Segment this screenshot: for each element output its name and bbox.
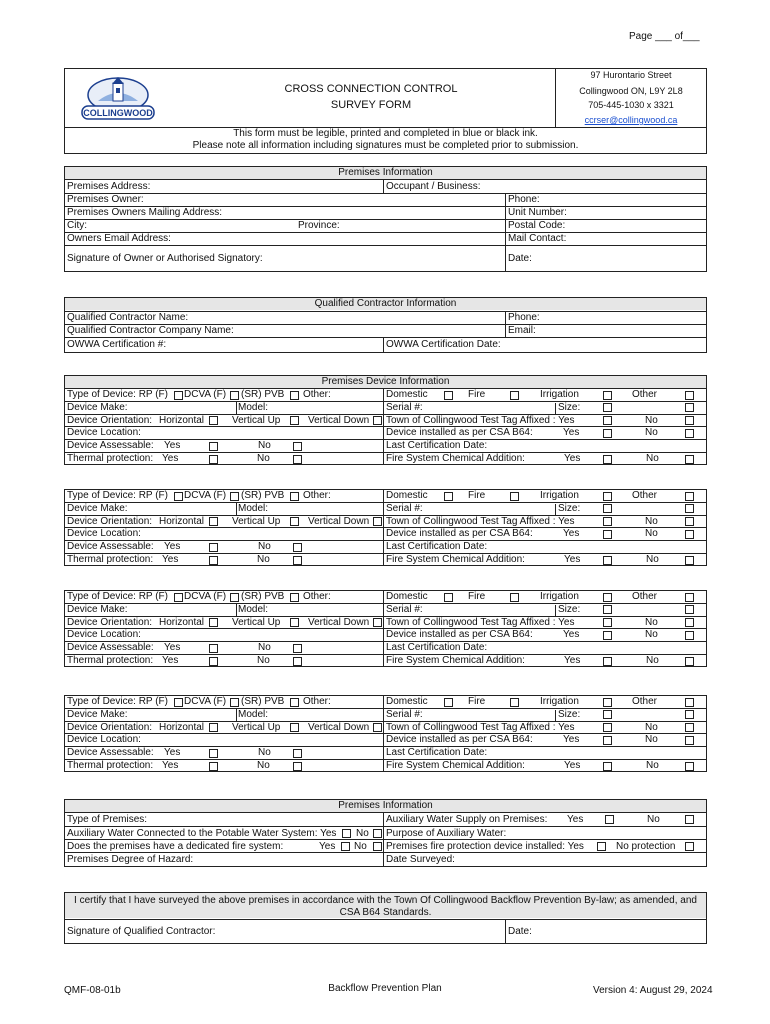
device4-irrigation-checkbox[interactable] — [603, 698, 612, 707]
fire-device-label: Premises fire protection device installed: Yes — [386, 841, 584, 852]
device1-thermal-yes-label: Yes — [162, 453, 179, 464]
device2-vertical-up-checkbox[interactable] — [290, 517, 299, 526]
device1-orientation-label: Device Orientation: — [67, 414, 153, 426]
device2-chemical-label: Fire System Chemical Addition: — [386, 554, 525, 565]
device2-chemical-no-label: No — [646, 554, 659, 565]
aux-supply-yes-label: Yes — [567, 814, 584, 825]
device3-thermal-yes-checkbox[interactable] — [209, 657, 218, 666]
device4-csa-yes-label: Yes — [563, 734, 580, 746]
device4-csa-no-checkbox[interactable] — [685, 736, 694, 745]
device1-vertical-down-checkbox[interactable] — [373, 416, 382, 425]
device3-type-label: Type of Device: RP (F) — [67, 591, 168, 602]
device4-size-extra-checkbox[interactable] — [685, 710, 694, 719]
aux-purpose-field[interactable]: Purpose of Auxiliary Water: — [386, 828, 507, 839]
fire-device-yes-checkbox[interactable] — [597, 842, 606, 851]
owner-signature-date-field[interactable]: Date: — [508, 253, 532, 264]
device4-vertical-down-label: Vertical Down — [308, 721, 370, 733]
device1-csa-label: Device installed as per CSA B64: — [386, 427, 533, 439]
device2-horizontal-label: Horizontal — [159, 515, 205, 527]
device2-assessable-no-checkbox[interactable] — [293, 543, 302, 552]
device4-csa-label: Device installed as per CSA B64: — [386, 734, 533, 746]
device1-thermal-label: Thermal protection: — [67, 453, 154, 464]
device1-assessable-yes-checkbox[interactable] — [209, 442, 218, 451]
device2-test-tag-label: Town of Collingwood Test Tag Affixed : Yes — [386, 515, 575, 527]
device3-serial-field[interactable]: Serial #: — [386, 603, 423, 615]
notice-line1: This form must be legible, printed and completed in blue or black ink. — [233, 128, 538, 139]
device4-irrigation-label: Irrigation — [540, 696, 579, 707]
device2-vertical-down-label: Vertical Down — [308, 515, 370, 527]
device4-vertical-up-checkbox[interactable] — [290, 723, 299, 732]
device3-csa-label: Device installed as per CSA B64: — [386, 629, 533, 641]
form-code: QMF-08-01b — [64, 985, 121, 996]
aux-connected-yes-checkbox[interactable] — [342, 829, 351, 838]
device2-thermal-yes-checkbox[interactable] — [209, 556, 218, 565]
device1-dcva-label: DCVA (F) — [184, 389, 227, 400]
device4-test-tag-no-checkbox[interactable] — [685, 723, 694, 732]
device3-assessable-label: Device Assessable: — [67, 642, 154, 654]
province-field[interactable]: Province: — [298, 220, 340, 231]
mail-contact-field[interactable]: Mail Contact: — [508, 233, 567, 244]
notice-line2: Please note all information including signatures must be completed prior to submission. — [192, 140, 579, 151]
device1-assessable-yes-label: Yes — [164, 440, 181, 452]
device3-spvb-label: (SR) PVB — [241, 591, 285, 602]
owner-signature-field[interactable]: Signature of Owner or Authorised Signatory: — [67, 253, 263, 264]
device1-rp-checkbox[interactable] — [174, 391, 183, 400]
postal-code-field[interactable]: Postal Code: — [508, 220, 566, 231]
premises-info-title: Premises Information — [338, 167, 433, 178]
fire-system-no-checkbox[interactable] — [373, 842, 382, 851]
premises-info2-title: Premises Information — [338, 800, 433, 811]
no-protection-label: No protection — [616, 841, 676, 852]
device3-assessable-no-checkbox[interactable] — [293, 644, 302, 653]
device2-other-use-label: Other — [632, 490, 658, 501]
device4-vertical-up-label: Vertical Up — [232, 721, 281, 733]
device2-other-type-field[interactable]: Other: — [303, 490, 331, 501]
device2-chemical-no-checkbox[interactable] — [685, 556, 694, 565]
device1-chemical-label: Fire System Chemical Addition: — [386, 453, 525, 464]
device1-size-extra-checkbox[interactable] — [685, 403, 694, 412]
device1-model-field[interactable]: Model: — [238, 401, 269, 413]
device4-size-field[interactable]: Size: — [558, 708, 581, 720]
device3-vertical-up-checkbox[interactable] — [290, 618, 299, 627]
device3-horizontal-checkbox[interactable] — [209, 618, 218, 627]
device4-assessable-no-label: No — [258, 747, 271, 759]
certify-line2: CSA B64 Standards. — [339, 907, 432, 918]
device1-csa-yes-checkbox[interactable] — [603, 429, 612, 438]
device2-fire-label: Fire — [468, 490, 486, 501]
device4-fire-checkbox[interactable] — [510, 698, 519, 707]
device2-vertical-up-label: Vertical Up — [232, 515, 281, 527]
device1-last-cert-date-field[interactable]: Last Certification Date: — [386, 440, 488, 452]
device1-make-field[interactable]: Device Make: — [67, 401, 128, 413]
device2-assessable-yes-checkbox[interactable] — [209, 543, 218, 552]
device2-type-label: Type of Device: RP (F) — [67, 490, 168, 501]
device4-horizontal-checkbox[interactable] — [209, 723, 218, 732]
device3-thermal-yes-label: Yes — [162, 655, 179, 666]
collingwood-logo — [78, 75, 158, 123]
device4-thermal-label: Thermal protection: — [67, 760, 154, 771]
device4-serial-field[interactable]: Serial #: — [386, 708, 423, 720]
device3-horizontal-label: Horizontal — [159, 616, 205, 628]
device1-test-tag-yes-checkbox[interactable] — [603, 416, 612, 425]
contractor-name-field[interactable]: Qualified Contractor Name: — [67, 312, 189, 323]
device2-spvb-label: (SR) PVB — [241, 490, 285, 501]
date-surveyed-field[interactable]: Date Surveyed: — [386, 854, 455, 865]
device2-assessable-no-label: No — [258, 541, 271, 553]
device2-vertical-down-checkbox[interactable] — [373, 517, 382, 526]
device4-other-type-field[interactable]: Other: — [303, 696, 331, 707]
device4-thermal-no-checkbox[interactable] — [293, 762, 302, 771]
device2-domestic-label: Domestic — [386, 490, 428, 501]
device3-assessable-yes-checkbox[interactable] — [209, 644, 218, 653]
device3-fire-checkbox[interactable] — [510, 593, 519, 602]
logo-text: COLLINGWOOD — [83, 108, 153, 118]
device1-domestic-label: Domestic — [386, 389, 428, 400]
device4-thermal-no-label: No — [257, 760, 270, 771]
premises-type-field[interactable]: Type of Premises: — [67, 814, 148, 825]
device1-test-tag-label: Town of Collingwood Test Tag Affixed : Yes — [386, 414, 575, 426]
device1-other-use-label: Other — [632, 389, 658, 400]
device3-model-field[interactable]: Model: — [238, 603, 269, 615]
device3-csa-no-checkbox[interactable] — [685, 631, 694, 640]
contact-email-link[interactable]: ccrser@collingwood.ca — [584, 115, 678, 125]
device1-test-tag-no-checkbox[interactable] — [685, 416, 694, 425]
device3-irrigation-checkbox[interactable] — [603, 593, 612, 602]
device2-spvb-checkbox[interactable] — [290, 492, 299, 501]
device3-size-extra-checkbox[interactable] — [685, 605, 694, 614]
device3-thermal-label: Thermal protection: — [67, 655, 154, 666]
device3-spvb-checkbox[interactable] — [290, 593, 299, 602]
contractor-phone-field[interactable]: Phone: — [508, 312, 540, 323]
device1-assessable-no-label: No — [258, 440, 271, 452]
address-line2: Collingwood ON, L9Y 2L8 — [579, 86, 683, 96]
device2-dcva-label: DCVA (F) — [184, 490, 227, 501]
device4-horizontal-label: Horizontal — [159, 721, 205, 733]
device2-csa-no-checkbox[interactable] — [685, 530, 694, 539]
device4-chemical-yes-label: Yes — [564, 760, 581, 771]
fire-system-yes-label: Yes — [319, 841, 336, 852]
device2-serial-field[interactable]: Serial #: — [386, 502, 423, 514]
hazard-degree-field[interactable]: Premises Degree of Hazard: — [67, 854, 194, 865]
owwa-cert-field[interactable]: OWWA Certification #: — [67, 339, 167, 350]
aux-connected-label: Auxiliary Water Connected to the Potable Water System: Yes — [67, 828, 337, 839]
aux-supply-label: Auxiliary Water Supply on Premises: — [386, 814, 548, 825]
device3-chemical-yes-checkbox[interactable] — [603, 657, 612, 666]
device3-thermal-no-label: No — [257, 655, 270, 666]
device2-size-field[interactable]: Size: — [558, 502, 581, 514]
device2-test-tag-yes-checkbox[interactable] — [603, 517, 612, 526]
device3-make-field[interactable]: Device Make: — [67, 603, 128, 615]
device3-test-tag-no-checkbox[interactable] — [685, 618, 694, 627]
device3-location-field[interactable]: Device Location: — [67, 629, 141, 641]
aux-supply-no-checkbox[interactable] — [685, 815, 694, 824]
device1-other-type-field[interactable]: Other: — [303, 389, 331, 400]
device3-dcva-label: DCVA (F) — [184, 591, 227, 602]
device2-test-tag-no-label: No — [645, 515, 658, 527]
aux-connected-no-label: No — [356, 828, 369, 839]
device1-irrigation-checkbox[interactable] — [603, 391, 612, 400]
device4-assessable-yes-label: Yes — [164, 747, 181, 759]
version-info: Version 4: August 29, 2024 — [593, 985, 713, 996]
fire-system-label: Does the premises have a dedicated fire system: — [67, 841, 284, 852]
contractor-signature-date-field[interactable]: Date: — [508, 926, 532, 937]
device2-horizontal-checkbox[interactable] — [209, 517, 218, 526]
device1-csa-no-label: No — [645, 427, 658, 439]
device4-test-tag-yes-checkbox[interactable] — [603, 723, 612, 732]
device2-orientation-label: Device Orientation: — [67, 515, 153, 527]
footer-title: Backflow Prevention Plan — [328, 983, 442, 994]
device2-csa-yes-label: Yes — [563, 528, 580, 540]
contact-phone: 705-445-1030 x 3321 — [588, 100, 674, 110]
device1-location-field[interactable]: Device Location: — [67, 427, 141, 439]
device4-chemical-no-label: No — [646, 760, 659, 771]
device2-csa-no-label: No — [645, 528, 658, 540]
device1-test-tag-no-label: No — [645, 414, 658, 426]
device2-last-cert-date-field[interactable]: Last Certification Date: — [386, 541, 488, 553]
device4-test-tag-label: Town of Collingwood Test Tag Affixed : Yes — [386, 721, 575, 733]
device2-csa-label: Device installed as per CSA B64: — [386, 528, 533, 540]
device4-thermal-yes-checkbox[interactable] — [209, 762, 218, 771]
device3-chemical-yes-label: Yes — [564, 655, 581, 666]
device1-size-checkbox[interactable] — [603, 403, 612, 412]
device2-other-use-checkbox[interactable] — [685, 492, 694, 501]
device2-size-checkbox[interactable] — [603, 504, 612, 513]
device2-csa-yes-checkbox[interactable] — [603, 530, 612, 539]
device1-fire-label: Fire — [468, 389, 486, 400]
device1-vertical-up-checkbox[interactable] — [290, 416, 299, 425]
device4-assessable-no-checkbox[interactable] — [293, 749, 302, 758]
device4-dcva-checkbox[interactable] — [230, 698, 239, 707]
device2-thermal-yes-label: Yes — [162, 554, 179, 565]
unit-number-field[interactable]: Unit Number: — [508, 207, 567, 218]
device4-chemical-label: Fire System Chemical Addition: — [386, 760, 525, 771]
contractor-email-field[interactable]: Email: — [508, 325, 536, 336]
device3-assessable-no-label: No — [258, 642, 271, 654]
device1-horizontal-label: Horizontal — [159, 414, 205, 426]
fire-system-no-label: No — [354, 841, 367, 852]
device2-thermal-no-checkbox[interactable] — [293, 556, 302, 565]
device3-other-use-label: Other — [632, 591, 658, 602]
premises-owner-field[interactable]: Premises Owner: — [67, 194, 144, 205]
device2-make-field[interactable]: Device Make: — [67, 502, 128, 514]
device1-thermal-no-checkbox[interactable] — [293, 455, 302, 464]
device3-csa-no-label: No — [645, 629, 658, 641]
device2-dcva-checkbox[interactable] — [230, 492, 239, 501]
device4-domestic-label: Domestic — [386, 696, 428, 707]
contractor-company-field[interactable]: Qualified Contractor Company Name: — [67, 325, 234, 336]
device3-domestic-label: Domestic — [386, 591, 428, 602]
contractor-info-title: Qualified Contractor Information — [314, 298, 457, 309]
device3-chemical-no-label: No — [646, 655, 659, 666]
device1-domestic-checkbox[interactable] — [444, 391, 453, 400]
fire-system-yes-checkbox[interactable] — [341, 842, 350, 851]
device1-assessable-no-checkbox[interactable] — [293, 442, 302, 451]
device3-assessable-yes-label: Yes — [164, 642, 181, 654]
device3-csa-yes-label: Yes — [563, 629, 580, 641]
device4-spvb-label: (SR) PVB — [241, 696, 285, 707]
city-field[interactable]: City: — [67, 220, 87, 231]
device1-vertical-up-label: Vertical Up — [232, 414, 281, 426]
device2-assessable-label: Device Assessable: — [67, 541, 154, 553]
device3-fire-label: Fire — [468, 591, 486, 602]
device3-chemical-no-checkbox[interactable] — [685, 657, 694, 666]
premises-address-field[interactable]: Premises Address: — [67, 181, 151, 192]
device3-other-type-field[interactable]: Other: — [303, 591, 331, 602]
device1-spvb-checkbox[interactable] — [290, 391, 299, 400]
certify-line1: I certify that I have surveyed the above premises in accordance with the Town Of Collingwood Backflow Prevention By-law; as amended, and — [74, 895, 697, 906]
device2-location-field[interactable]: Device Location: — [67, 528, 141, 540]
device1-size-field[interactable]: Size: — [558, 401, 581, 413]
device3-test-tag-no-label: No — [645, 616, 658, 628]
device3-chemical-label: Fire System Chemical Addition: — [386, 655, 525, 666]
device1-csa-yes-label: Yes — [563, 427, 580, 439]
device3-csa-yes-checkbox[interactable] — [603, 631, 612, 640]
device3-rp-checkbox[interactable] — [174, 593, 183, 602]
device3-vertical-down-checkbox[interactable] — [373, 618, 382, 627]
device4-assessable-label: Device Assessable: — [67, 747, 154, 759]
device1-chemical-yes-label: Yes — [564, 453, 581, 464]
device3-vertical-up-label: Vertical Up — [232, 616, 281, 628]
device4-vertical-down-checkbox[interactable] — [373, 723, 382, 732]
device4-orientation-label: Device Orientation: — [67, 721, 153, 733]
device1-spvb-label: (SR) PVB — [241, 389, 285, 400]
address-line1: 97 Hurontario Street — [590, 70, 672, 80]
device4-thermal-yes-label: Yes — [162, 760, 179, 771]
owner-email-field[interactable]: Owners Email Address: — [67, 233, 171, 244]
device1-type-label: Type of Device: RP (F) — [67, 389, 168, 400]
device3-test-tag-yes-checkbox[interactable] — [603, 618, 612, 627]
device4-spvb-checkbox[interactable] — [290, 698, 299, 707]
device3-vertical-down-label: Vertical Down — [308, 616, 370, 628]
owner-phone-field[interactable]: Phone: — [508, 194, 540, 205]
aux-supply-yes-checkbox[interactable] — [605, 815, 614, 824]
device3-test-tag-label: Town of Collingwood Test Tag Affixed : Yes — [386, 616, 575, 628]
device4-domestic-checkbox[interactable] — [444, 698, 453, 707]
device4-assessable-yes-checkbox[interactable] — [209, 749, 218, 758]
device2-fire-checkbox[interactable] — [510, 492, 519, 501]
device1-other-use-checkbox[interactable] — [685, 391, 694, 400]
device3-domestic-checkbox[interactable] — [444, 593, 453, 602]
device4-dcva-label: DCVA (F) — [184, 696, 227, 707]
owwa-cert-date-field[interactable]: OWWA Certification Date: — [386, 339, 501, 350]
device3-dcva-checkbox[interactable] — [230, 593, 239, 602]
aux-supply-no-label: No — [647, 814, 660, 825]
device2-thermal-no-label: No — [257, 554, 270, 565]
mailing-address-field[interactable]: Premises Owners Mailing Address: — [67, 207, 223, 218]
device1-thermal-no-label: No — [257, 453, 270, 464]
device3-irrigation-label: Irrigation — [540, 591, 579, 602]
device4-make-field[interactable]: Device Make: — [67, 708, 128, 720]
device4-csa-no-label: No — [645, 734, 658, 746]
no-protection-checkbox[interactable] — [685, 842, 694, 851]
device2-irrigation-label: Irrigation — [540, 490, 579, 501]
device4-fire-label: Fire — [468, 696, 486, 707]
device2-domestic-checkbox[interactable] — [444, 492, 453, 501]
device4-other-use-checkbox[interactable] — [685, 698, 694, 707]
device4-rp-checkbox[interactable] — [174, 698, 183, 707]
occupant-field[interactable]: Occupant / Business: — [386, 181, 481, 192]
device3-thermal-no-checkbox[interactable] — [293, 657, 302, 666]
device1-fire-checkbox[interactable] — [510, 391, 519, 400]
device2-model-field[interactable]: Model: — [238, 502, 269, 514]
device4-other-use-label: Other — [632, 696, 658, 707]
device2-irrigation-checkbox[interactable] — [603, 492, 612, 501]
device1-dcva-checkbox[interactable] — [230, 391, 239, 400]
form-title-line1: CROSS CONNECTION CONTROL — [284, 83, 458, 95]
device4-location-field[interactable]: Device Location: — [67, 734, 141, 746]
device3-size-checkbox[interactable] — [603, 605, 612, 614]
device1-chemical-yes-checkbox[interactable] — [603, 455, 612, 464]
device4-size-checkbox[interactable] — [603, 710, 612, 719]
device4-test-tag-no-label: No — [645, 721, 658, 733]
device3-other-use-checkbox[interactable] — [685, 593, 694, 602]
device3-size-field[interactable]: Size: — [558, 603, 581, 615]
device1-assessable-label: Device Assessable: — [67, 440, 154, 452]
device1-chemical-no-label: No — [646, 453, 659, 464]
aux-connected-no-checkbox[interactable] — [373, 829, 382, 838]
device1-vertical-down-label: Vertical Down — [308, 414, 370, 426]
device4-csa-yes-checkbox[interactable] — [603, 736, 612, 745]
contractor-signature-field[interactable]: Signature of Qualified Contractor: — [67, 926, 216, 937]
device-info-title: Premises Device Information — [321, 376, 450, 387]
device2-chemical-yes-checkbox[interactable] — [603, 556, 612, 565]
page-number: Page ___ of___ — [629, 31, 700, 42]
device4-type-label: Type of Device: RP (F) — [67, 696, 168, 707]
device2-assessable-yes-label: Yes — [164, 541, 181, 553]
device2-size-extra-checkbox[interactable] — [685, 504, 694, 513]
device2-thermal-label: Thermal protection: — [67, 554, 154, 565]
device2-chemical-yes-label: Yes — [564, 554, 581, 565]
device4-last-cert-date-field[interactable]: Last Certification Date: — [386, 747, 488, 759]
device1-serial-field[interactable]: Serial #: — [386, 401, 423, 413]
device1-horizontal-checkbox[interactable] — [209, 416, 218, 425]
device4-chemical-yes-checkbox[interactable] — [603, 762, 612, 771]
device2-test-tag-no-checkbox[interactable] — [685, 517, 694, 526]
device3-last-cert-date-field[interactable]: Last Certification Date: — [386, 642, 488, 654]
device4-chemical-no-checkbox[interactable] — [685, 762, 694, 771]
device1-thermal-yes-checkbox[interactable] — [209, 455, 218, 464]
device1-irrigation-label: Irrigation — [540, 389, 579, 400]
device1-chemical-no-checkbox[interactable] — [685, 455, 694, 464]
form-title-line2: SURVEY FORM — [330, 99, 412, 111]
device1-csa-no-checkbox[interactable] — [685, 429, 694, 438]
device2-rp-checkbox[interactable] — [174, 492, 183, 501]
device4-model-field[interactable]: Model: — [238, 708, 269, 720]
device3-orientation-label: Device Orientation: — [67, 616, 153, 628]
